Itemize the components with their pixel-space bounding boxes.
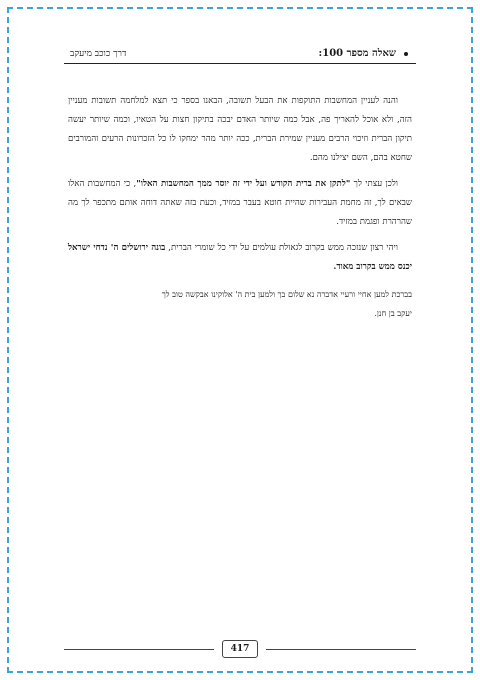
page-header xyxy=(64,44,416,64)
paragraph-2-emphasis: "לתקן את ברית הקודש ועל ידי זה יוסר ממך המחשבות האלו" xyxy=(136,179,351,189)
chapter-title: שאלה מספר 100: xyxy=(318,48,396,59)
paragraph-2-start: ולכן עצתי לך xyxy=(350,179,399,189)
signoff xyxy=(68,285,412,323)
page-footer xyxy=(64,640,416,660)
paragraph-3-emphasis: בונה ירושלים ה' נדחי ישראל יכנס ממש בקרוב מאוד. xyxy=(68,243,412,272)
paragraph-1: והנה לעניין המחשבות התוקפות את הבעל תשובה, הבאנו בספר כי תצא למלחמה תשובות מעניין הזה, ולא אוכל להאריך פה, אבל כמה שיותר האדם יבכה בתיקון חצות על הטאיו, וכמה שיותר יעשה תיקון הברית וזיכוי הרבים מעניין שמירת הברית, ככה יותר מהר ימחקו לו כל הזכרונות הרעים והמורבים שחטא בהם, השם יצילנו מהם. xyxy=(68,96,412,163)
footer-rule-right xyxy=(266,649,416,650)
paragraph-2 xyxy=(68,175,412,232)
footer-rule-left xyxy=(64,649,214,650)
paragraph-3 xyxy=(68,239,412,277)
body-text xyxy=(68,92,412,323)
page-number: 417 xyxy=(222,640,258,658)
signoff-blessing: בברכת למען אחיי ורעיי אדברה נא שלום בך ולמען בית ה' אלוקינו אבקשה טוב לך xyxy=(161,290,412,299)
book-title: דרך כוכב מיעקב xyxy=(70,49,127,59)
paragraph-3-start: ויהי רצון שנזכה ממש בקרוב לגאולת עולמים על ידי כל שומרי הברית, xyxy=(165,243,398,253)
paragraph-2-end: , כי המחשבות האלו שבאים לך, זה מחמת העבירות שהיית חוטא בעבר במזיד, וכעת בזה שאתה דוחה אותם מתכפר לך מה שהרהרת ופגמת במזיד. xyxy=(68,179,412,227)
signoff-author: יעקב בן חנן. xyxy=(374,309,412,318)
header-rule xyxy=(64,63,416,64)
